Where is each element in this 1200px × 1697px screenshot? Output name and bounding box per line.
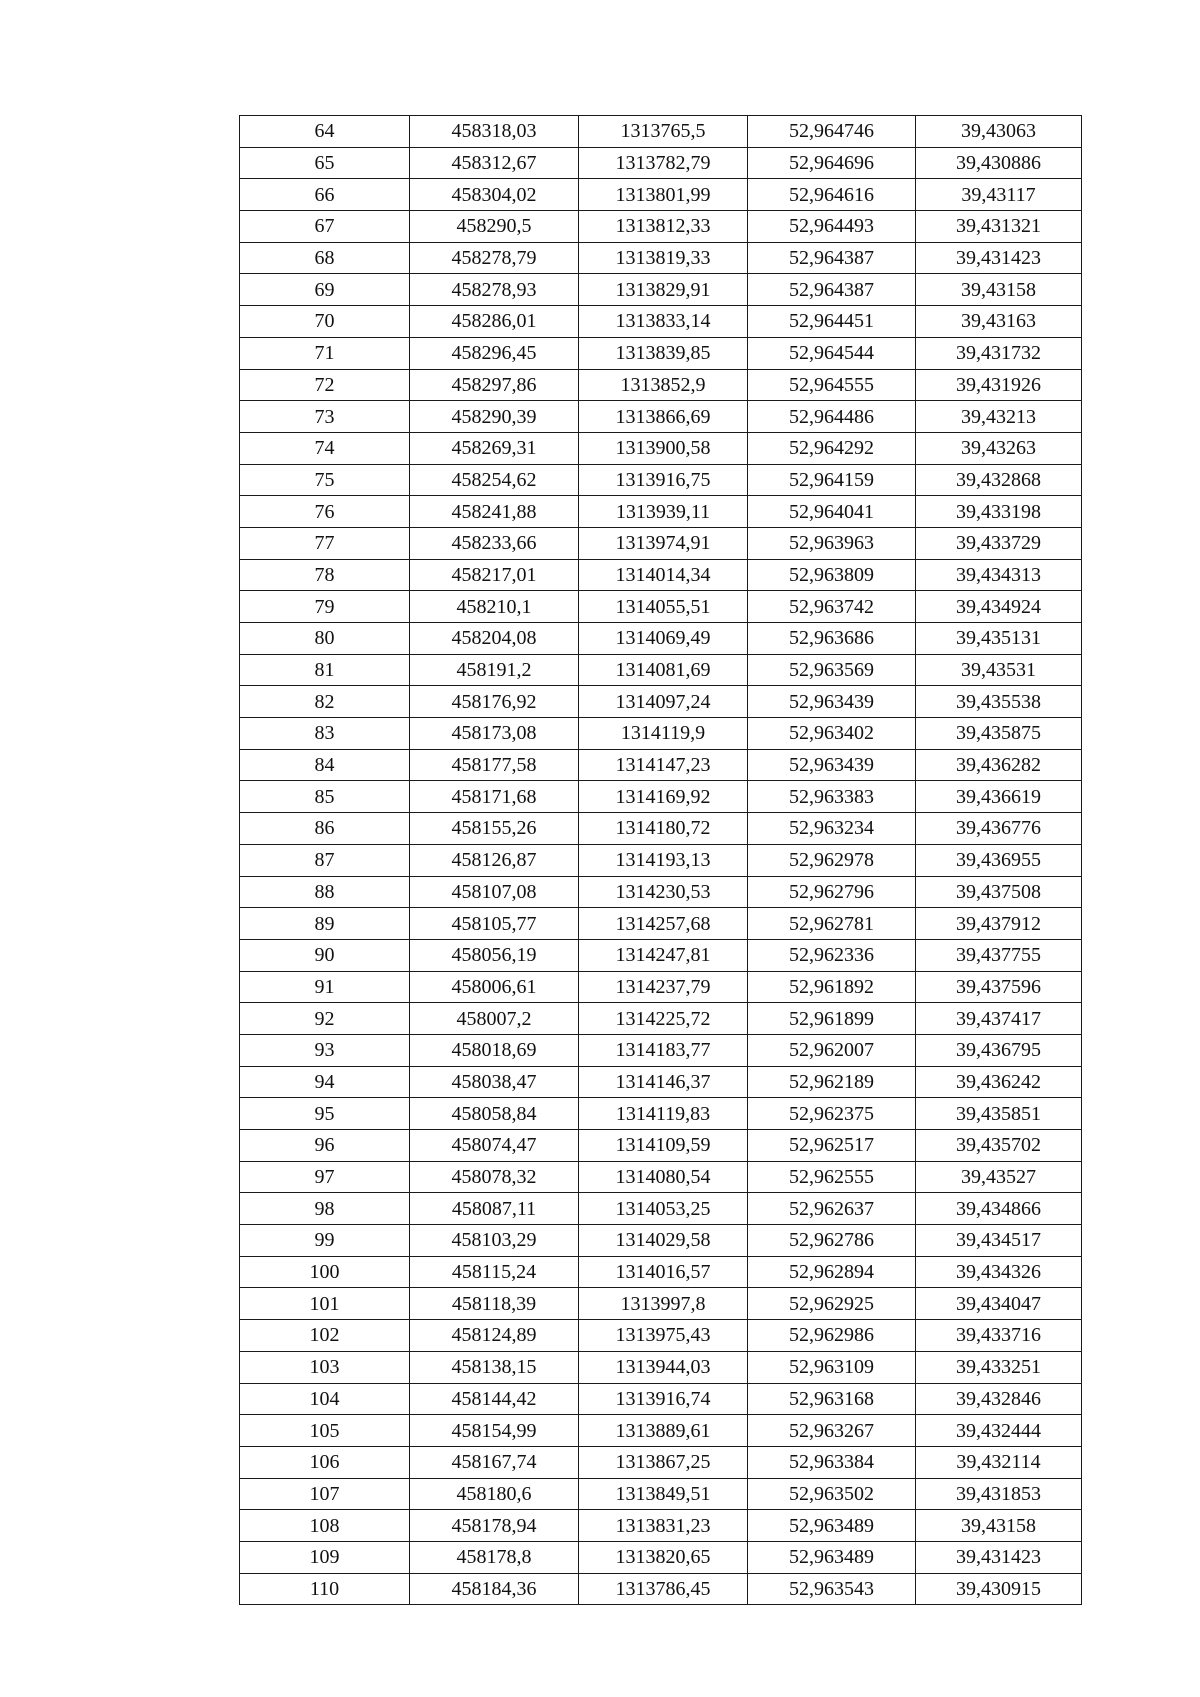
latitude-cell: 52,963234 — [748, 813, 916, 845]
table-row — [240, 1256, 1082, 1288]
table-row — [240, 591, 1082, 623]
point-number-cell: 72 — [240, 369, 410, 401]
latitude-cell: 52,963489 — [748, 1510, 916, 1542]
latitude-cell: 52,961892 — [748, 971, 916, 1003]
longitude-cell: 39,432114 — [916, 1446, 1082, 1478]
latitude-cell: 52,962925 — [748, 1288, 916, 1320]
x-coordinate-cell: 458177,58 — [410, 749, 579, 781]
longitude-cell: 39,431321 — [916, 211, 1082, 243]
latitude-cell: 52,962781 — [748, 908, 916, 940]
longitude-cell: 39,437508 — [916, 876, 1082, 908]
point-number-cell: 77 — [240, 527, 410, 559]
x-coordinate-cell: 458210,1 — [410, 591, 579, 623]
point-number-cell: 64 — [240, 116, 410, 148]
x-coordinate-cell: 458074,47 — [410, 1130, 579, 1162]
table-row — [240, 1193, 1082, 1225]
table-row — [240, 1003, 1082, 1035]
point-number-cell: 102 — [240, 1320, 410, 1352]
table-row — [240, 1320, 1082, 1352]
table-row — [240, 1225, 1082, 1257]
y-coordinate-cell: 1313801,99 — [579, 179, 748, 211]
longitude-cell: 39,434924 — [916, 591, 1082, 623]
latitude-cell: 52,964555 — [748, 369, 916, 401]
point-number-cell: 96 — [240, 1130, 410, 1162]
point-number-cell: 110 — [240, 1573, 410, 1605]
longitude-cell: 39,436776 — [916, 813, 1082, 845]
x-coordinate-cell: 458241,88 — [410, 496, 579, 528]
y-coordinate-cell: 1314225,72 — [579, 1003, 748, 1035]
y-coordinate-cell: 1314180,72 — [579, 813, 748, 845]
longitude-cell: 39,434326 — [916, 1256, 1082, 1288]
longitude-cell: 39,432444 — [916, 1415, 1082, 1447]
point-number-cell: 97 — [240, 1161, 410, 1193]
point-number-cell: 103 — [240, 1351, 410, 1383]
x-coordinate-cell: 458115,24 — [410, 1256, 579, 1288]
y-coordinate-cell: 1313916,74 — [579, 1383, 748, 1415]
latitude-cell: 52,962986 — [748, 1320, 916, 1352]
point-number-cell: 84 — [240, 749, 410, 781]
longitude-cell: 39,43213 — [916, 401, 1082, 433]
point-number-cell: 91 — [240, 971, 410, 1003]
table-row — [240, 908, 1082, 940]
latitude-cell: 52,963963 — [748, 527, 916, 559]
latitude-cell: 52,964451 — [748, 306, 916, 338]
y-coordinate-cell: 1314237,79 — [579, 971, 748, 1003]
y-coordinate-cell: 1313889,61 — [579, 1415, 748, 1447]
x-coordinate-cell: 458087,11 — [410, 1193, 579, 1225]
latitude-cell: 52,963489 — [748, 1541, 916, 1573]
y-coordinate-cell: 1314257,68 — [579, 908, 748, 940]
longitude-cell: 39,433251 — [916, 1351, 1082, 1383]
longitude-cell: 39,430915 — [916, 1573, 1082, 1605]
latitude-cell: 52,961899 — [748, 1003, 916, 1035]
y-coordinate-cell: 1313916,75 — [579, 464, 748, 496]
table-row — [240, 939, 1082, 971]
point-number-cell: 98 — [240, 1193, 410, 1225]
table-row — [240, 1415, 1082, 1447]
point-number-cell: 94 — [240, 1066, 410, 1098]
point-number-cell: 106 — [240, 1446, 410, 1478]
table-row — [240, 1288, 1082, 1320]
x-coordinate-cell: 458056,19 — [410, 939, 579, 971]
x-coordinate-cell: 458296,45 — [410, 337, 579, 369]
x-coordinate-cell: 458312,67 — [410, 147, 579, 179]
longitude-cell: 39,430886 — [916, 147, 1082, 179]
table-row — [240, 1066, 1082, 1098]
latitude-cell: 52,963569 — [748, 654, 916, 686]
x-coordinate-cell: 458167,74 — [410, 1446, 579, 1478]
y-coordinate-cell: 1314080,54 — [579, 1161, 748, 1193]
y-coordinate-cell: 1314055,51 — [579, 591, 748, 623]
point-number-cell: 78 — [240, 559, 410, 591]
y-coordinate-cell: 1314053,25 — [579, 1193, 748, 1225]
y-coordinate-cell: 1314097,24 — [579, 686, 748, 718]
latitude-cell: 52,964696 — [748, 147, 916, 179]
table-row — [240, 432, 1082, 464]
longitude-cell: 39,434047 — [916, 1288, 1082, 1320]
y-coordinate-cell: 1313944,03 — [579, 1351, 748, 1383]
x-coordinate-cell: 458118,39 — [410, 1288, 579, 1320]
latitude-cell: 52,964544 — [748, 337, 916, 369]
x-coordinate-cell: 458290,5 — [410, 211, 579, 243]
latitude-cell: 52,964159 — [748, 464, 916, 496]
point-number-cell: 73 — [240, 401, 410, 433]
x-coordinate-cell: 458297,86 — [410, 369, 579, 401]
point-number-cell: 87 — [240, 844, 410, 876]
point-number-cell: 86 — [240, 813, 410, 845]
x-coordinate-cell: 458144,42 — [410, 1383, 579, 1415]
table-row — [240, 654, 1082, 686]
latitude-cell: 52,964387 — [748, 274, 916, 306]
point-number-cell: 93 — [240, 1034, 410, 1066]
x-coordinate-cell: 458126,87 — [410, 844, 579, 876]
latitude-cell: 52,963686 — [748, 623, 916, 655]
table-row — [240, 623, 1082, 655]
table-row — [240, 1130, 1082, 1162]
table-row — [240, 242, 1082, 274]
latitude-cell: 52,962007 — [748, 1034, 916, 1066]
point-number-cell: 105 — [240, 1415, 410, 1447]
y-coordinate-cell: 1313812,33 — [579, 211, 748, 243]
longitude-cell: 39,43158 — [916, 1510, 1082, 1542]
latitude-cell: 52,962796 — [748, 876, 916, 908]
point-number-cell: 74 — [240, 432, 410, 464]
y-coordinate-cell: 1313819,33 — [579, 242, 748, 274]
x-coordinate-cell: 458204,08 — [410, 623, 579, 655]
table-row — [240, 1383, 1082, 1415]
point-number-cell: 65 — [240, 147, 410, 179]
latitude-cell: 52,962517 — [748, 1130, 916, 1162]
x-coordinate-cell: 458155,26 — [410, 813, 579, 845]
x-coordinate-cell: 458038,47 — [410, 1066, 579, 1098]
table-row — [240, 464, 1082, 496]
x-coordinate-cell: 458318,03 — [410, 116, 579, 148]
point-number-cell: 104 — [240, 1383, 410, 1415]
table-row — [240, 274, 1082, 306]
point-number-cell: 81 — [240, 654, 410, 686]
y-coordinate-cell: 1313974,91 — [579, 527, 748, 559]
longitude-cell: 39,43531 — [916, 654, 1082, 686]
point-number-cell: 71 — [240, 337, 410, 369]
point-number-cell: 76 — [240, 496, 410, 528]
point-number-cell: 89 — [240, 908, 410, 940]
x-coordinate-cell: 458007,2 — [410, 1003, 579, 1035]
longitude-cell: 39,436619 — [916, 781, 1082, 813]
latitude-cell: 52,963502 — [748, 1478, 916, 1510]
y-coordinate-cell: 1313852,9 — [579, 369, 748, 401]
point-number-cell: 100 — [240, 1256, 410, 1288]
table-row — [240, 337, 1082, 369]
table-row — [240, 971, 1082, 1003]
table-row — [240, 306, 1082, 338]
x-coordinate-cell: 458154,99 — [410, 1415, 579, 1447]
y-coordinate-cell: 1313939,11 — [579, 496, 748, 528]
table-row — [240, 211, 1082, 243]
x-coordinate-cell: 458217,01 — [410, 559, 579, 591]
y-coordinate-cell: 1314119,83 — [579, 1098, 748, 1130]
longitude-cell: 39,437912 — [916, 908, 1082, 940]
table-row — [240, 1541, 1082, 1573]
longitude-cell: 39,435851 — [916, 1098, 1082, 1130]
latitude-cell: 52,962189 — [748, 1066, 916, 1098]
x-coordinate-cell: 458006,61 — [410, 971, 579, 1003]
x-coordinate-cell: 458254,62 — [410, 464, 579, 496]
y-coordinate-cell: 1313975,43 — [579, 1320, 748, 1352]
y-coordinate-cell: 1314109,59 — [579, 1130, 748, 1162]
latitude-cell: 52,964616 — [748, 179, 916, 211]
longitude-cell: 39,435538 — [916, 686, 1082, 718]
table-row — [240, 1098, 1082, 1130]
longitude-cell: 39,43263 — [916, 432, 1082, 464]
x-coordinate-cell: 458180,6 — [410, 1478, 579, 1510]
y-coordinate-cell: 1313900,58 — [579, 432, 748, 464]
latitude-cell: 52,962637 — [748, 1193, 916, 1225]
latitude-cell: 52,964746 — [748, 116, 916, 148]
longitude-cell: 39,432846 — [916, 1383, 1082, 1415]
table-row — [240, 559, 1082, 591]
longitude-cell: 39,435131 — [916, 623, 1082, 655]
table-row — [240, 844, 1082, 876]
x-coordinate-cell: 458286,01 — [410, 306, 579, 338]
longitude-cell: 39,434866 — [916, 1193, 1082, 1225]
latitude-cell: 52,964387 — [748, 242, 916, 274]
table-row — [240, 401, 1082, 433]
table-row — [240, 749, 1082, 781]
point-number-cell: 107 — [240, 1478, 410, 1510]
latitude-cell: 52,964041 — [748, 496, 916, 528]
longitude-cell: 39,434313 — [916, 559, 1082, 591]
latitude-cell: 52,963439 — [748, 749, 916, 781]
longitude-cell: 39,437596 — [916, 971, 1082, 1003]
y-coordinate-cell: 1313782,79 — [579, 147, 748, 179]
y-coordinate-cell: 1313820,65 — [579, 1541, 748, 1573]
table-row — [240, 369, 1082, 401]
longitude-cell: 39,43063 — [916, 116, 1082, 148]
x-coordinate-cell: 458233,66 — [410, 527, 579, 559]
x-coordinate-cell: 458173,08 — [410, 718, 579, 750]
y-coordinate-cell: 1313867,25 — [579, 1446, 748, 1478]
y-coordinate-cell: 1313849,51 — [579, 1478, 748, 1510]
point-number-cell: 70 — [240, 306, 410, 338]
point-number-cell: 109 — [240, 1541, 410, 1573]
longitude-cell: 39,431423 — [916, 242, 1082, 274]
longitude-cell: 39,432868 — [916, 464, 1082, 496]
longitude-cell: 39,436282 — [916, 749, 1082, 781]
longitude-cell: 39,43158 — [916, 274, 1082, 306]
x-coordinate-cell: 458278,79 — [410, 242, 579, 274]
longitude-cell: 39,435875 — [916, 718, 1082, 750]
x-coordinate-cell: 458078,32 — [410, 1161, 579, 1193]
latitude-cell: 52,962894 — [748, 1256, 916, 1288]
table-row — [240, 1351, 1082, 1383]
point-number-cell: 83 — [240, 718, 410, 750]
x-coordinate-cell: 458176,92 — [410, 686, 579, 718]
latitude-cell: 52,962375 — [748, 1098, 916, 1130]
latitude-cell: 52,962978 — [748, 844, 916, 876]
x-coordinate-cell: 458138,15 — [410, 1351, 579, 1383]
y-coordinate-cell: 1314230,53 — [579, 876, 748, 908]
point-number-cell: 82 — [240, 686, 410, 718]
latitude-cell: 52,962555 — [748, 1161, 916, 1193]
y-coordinate-cell: 1314029,58 — [579, 1225, 748, 1257]
x-coordinate-cell: 458105,77 — [410, 908, 579, 940]
x-coordinate-cell: 458290,39 — [410, 401, 579, 433]
point-number-cell: 108 — [240, 1510, 410, 1542]
y-coordinate-cell: 1313866,69 — [579, 401, 748, 433]
latitude-cell: 52,962786 — [748, 1225, 916, 1257]
table-row — [240, 179, 1082, 211]
y-coordinate-cell: 1314193,13 — [579, 844, 748, 876]
x-coordinate-cell: 458191,2 — [410, 654, 579, 686]
latitude-cell: 52,963543 — [748, 1573, 916, 1605]
longitude-cell: 39,437755 — [916, 939, 1082, 971]
longitude-cell: 39,436795 — [916, 1034, 1082, 1066]
latitude-cell: 52,963383 — [748, 781, 916, 813]
x-coordinate-cell: 458103,29 — [410, 1225, 579, 1257]
point-number-cell: 99 — [240, 1225, 410, 1257]
y-coordinate-cell: 1314119,9 — [579, 718, 748, 750]
point-number-cell: 66 — [240, 179, 410, 211]
y-coordinate-cell: 1314146,37 — [579, 1066, 748, 1098]
longitude-cell: 39,433198 — [916, 496, 1082, 528]
y-coordinate-cell: 1313997,8 — [579, 1288, 748, 1320]
longitude-cell: 39,433716 — [916, 1320, 1082, 1352]
longitude-cell: 39,43117 — [916, 179, 1082, 211]
latitude-cell: 52,963439 — [748, 686, 916, 718]
latitude-cell: 52,963384 — [748, 1446, 916, 1478]
longitude-cell: 39,435702 — [916, 1130, 1082, 1162]
point-number-cell: 92 — [240, 1003, 410, 1035]
longitude-cell: 39,431926 — [916, 369, 1082, 401]
y-coordinate-cell: 1314147,23 — [579, 749, 748, 781]
x-coordinate-cell: 458018,69 — [410, 1034, 579, 1066]
table-row — [240, 718, 1082, 750]
table-row — [240, 813, 1082, 845]
table-row — [240, 876, 1082, 908]
y-coordinate-cell: 1314247,81 — [579, 939, 748, 971]
point-number-cell: 101 — [240, 1288, 410, 1320]
table-row — [240, 1446, 1082, 1478]
longitude-cell: 39,431853 — [916, 1478, 1082, 1510]
y-coordinate-cell: 1313839,85 — [579, 337, 748, 369]
point-number-cell: 88 — [240, 876, 410, 908]
point-number-cell: 68 — [240, 242, 410, 274]
latitude-cell: 52,964292 — [748, 432, 916, 464]
y-coordinate-cell: 1314081,69 — [579, 654, 748, 686]
latitude-cell: 52,964486 — [748, 401, 916, 433]
point-number-cell: 90 — [240, 939, 410, 971]
point-number-cell: 75 — [240, 464, 410, 496]
y-coordinate-cell: 1313829,91 — [579, 274, 748, 306]
longitude-cell: 39,431423 — [916, 1541, 1082, 1573]
x-coordinate-cell: 458184,36 — [410, 1573, 579, 1605]
longitude-cell: 39,437417 — [916, 1003, 1082, 1035]
table-row — [240, 1478, 1082, 1510]
point-number-cell: 80 — [240, 623, 410, 655]
latitude-cell: 52,963809 — [748, 559, 916, 591]
latitude-cell: 52,963109 — [748, 1351, 916, 1383]
table-row — [240, 116, 1082, 148]
table-row — [240, 686, 1082, 718]
coordinates-table-body — [240, 116, 1082, 1605]
table-row — [240, 1034, 1082, 1066]
coordinates-table — [239, 115, 1082, 1605]
x-coordinate-cell: 458178,8 — [410, 1541, 579, 1573]
x-coordinate-cell: 458171,68 — [410, 781, 579, 813]
latitude-cell: 52,963402 — [748, 718, 916, 750]
longitude-cell: 39,436242 — [916, 1066, 1082, 1098]
y-coordinate-cell: 1313831,23 — [579, 1510, 748, 1542]
table-row — [240, 527, 1082, 559]
table-row — [240, 147, 1082, 179]
y-coordinate-cell: 1313786,45 — [579, 1573, 748, 1605]
latitude-cell: 52,963168 — [748, 1383, 916, 1415]
table-row — [240, 1161, 1082, 1193]
x-coordinate-cell: 458178,94 — [410, 1510, 579, 1542]
point-number-cell: 95 — [240, 1098, 410, 1130]
point-number-cell: 69 — [240, 274, 410, 306]
latitude-cell: 52,963742 — [748, 591, 916, 623]
y-coordinate-cell: 1314183,77 — [579, 1034, 748, 1066]
longitude-cell: 39,436955 — [916, 844, 1082, 876]
table-row — [240, 1573, 1082, 1605]
longitude-cell: 39,434517 — [916, 1225, 1082, 1257]
longitude-cell: 39,43163 — [916, 306, 1082, 338]
y-coordinate-cell: 1314069,49 — [579, 623, 748, 655]
latitude-cell: 52,964493 — [748, 211, 916, 243]
latitude-cell: 52,963267 — [748, 1415, 916, 1447]
x-coordinate-cell: 458269,31 — [410, 432, 579, 464]
longitude-cell: 39,433729 — [916, 527, 1082, 559]
y-coordinate-cell: 1314016,57 — [579, 1256, 748, 1288]
y-coordinate-cell: 1314014,34 — [579, 559, 748, 591]
table-row — [240, 496, 1082, 528]
latitude-cell: 52,962336 — [748, 939, 916, 971]
point-number-cell: 85 — [240, 781, 410, 813]
x-coordinate-cell: 458278,93 — [410, 274, 579, 306]
x-coordinate-cell: 458107,08 — [410, 876, 579, 908]
table-row — [240, 781, 1082, 813]
longitude-cell: 39,43527 — [916, 1161, 1082, 1193]
x-coordinate-cell: 458058,84 — [410, 1098, 579, 1130]
point-number-cell: 67 — [240, 211, 410, 243]
y-coordinate-cell: 1313765,5 — [579, 116, 748, 148]
x-coordinate-cell: 458124,89 — [410, 1320, 579, 1352]
y-coordinate-cell: 1313833,14 — [579, 306, 748, 338]
point-number-cell: 79 — [240, 591, 410, 623]
x-coordinate-cell: 458304,02 — [410, 179, 579, 211]
table-row — [240, 1510, 1082, 1542]
longitude-cell: 39,431732 — [916, 337, 1082, 369]
y-coordinate-cell: 1314169,92 — [579, 781, 748, 813]
